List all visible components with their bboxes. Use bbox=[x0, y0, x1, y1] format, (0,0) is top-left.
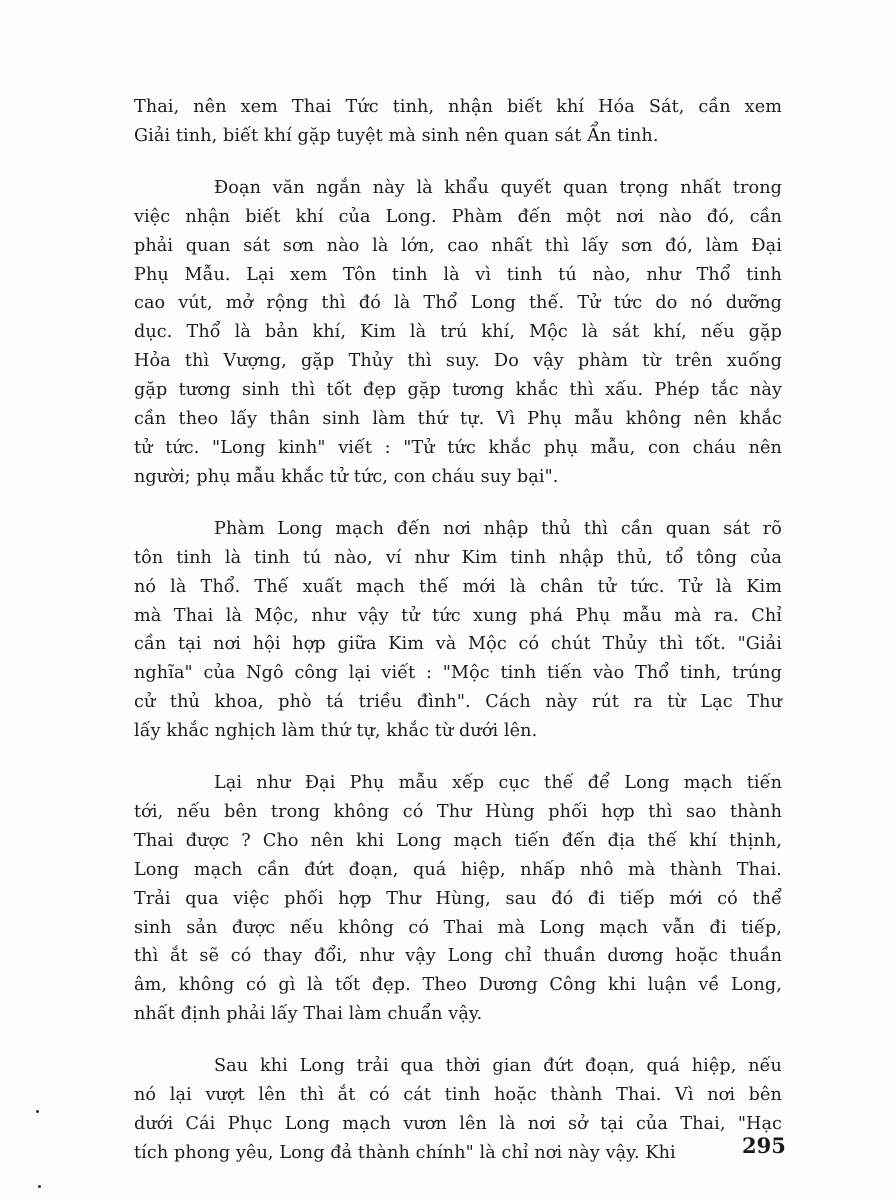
paragraph bbox=[134, 1052, 782, 1168]
text-line: lấy khắc nghịch làm thứ tự, khắc từ dưới lên. bbox=[134, 721, 538, 742]
text-line: sinh sản được nếu không có Thai mà Long mạch vẫn đi tiếp, bbox=[134, 917, 782, 938]
text-line: Thai được ? Cho nên khi Long mạch tiến đến địa thế khí thịnh, bbox=[134, 830, 782, 851]
text-line: thì ắt sẽ có thay đổi, như vậy Long chỉ thuần dương hoặc thuần bbox=[134, 946, 782, 967]
text-line: Phụ Mẫu. Lại xem Tôn tinh là vì tinh tú nào, như Thổ tinh bbox=[134, 264, 782, 285]
text-line: Lại như Đại Phụ mẫu xếp cục thế để Long mạch tiến bbox=[214, 773, 782, 794]
text-line: nó lại vượt lên thì ắt có cát tinh hoặc thành Thai. Vì nơi bên bbox=[134, 1085, 782, 1106]
text-line: dưới Cái Phục Long mạch vươn lên là nơi sở tại của Thai, "Hạc bbox=[134, 1114, 782, 1134]
text-line: cao vút, mở rộng thì đó là Thổ Long thế. Tử tức do nó dưỡng bbox=[134, 293, 782, 314]
paragraph bbox=[134, 769, 782, 1029]
text-line: âm, không có gì là tốt đẹp. Theo Dương Công khi luận về Long, bbox=[134, 975, 782, 996]
text-line: Đoạn văn ngắn này là khẩu quyết quan trọng nhất trong bbox=[214, 177, 782, 198]
text-line: cử thủ khoa, phò tá triều đình". Cách này rút ra từ Lạc Thư bbox=[134, 692, 782, 713]
scan-speck bbox=[36, 1110, 39, 1113]
text-line: tôn tinh là tinh tú nào, ví như Kim tinh nhập thủ, tổ tông của bbox=[134, 547, 782, 568]
text-line: Phàm Long mạch đến nơi nhập thủ thì cần quan sát rõ bbox=[214, 518, 782, 539]
text-line: dục. Thổ là bản khí, Kim là trú khí, Mộc là sát khí, nếu gặp bbox=[134, 322, 782, 343]
text-line: cần theo lấy thân sinh làm thứ tự. Vì Phụ mẫu không nên khắc bbox=[134, 409, 782, 430]
text-line: Hỏa thì Vượng, gặp Thủy thì suy. Do vậy phàm từ trên xuống bbox=[134, 351, 782, 372]
text-line: người; phụ mẫu khắc tử tức, con cháu suy bại". bbox=[134, 466, 559, 487]
text-line: nhất định phải lấy Thai làm chuẩn vậy. bbox=[134, 1004, 483, 1025]
text-line: gặp tương sinh thì tốt đẹp gặp tương khắc thì xấu. Phép tắc này bbox=[134, 380, 782, 401]
text-line: Long mạch cần đứt đoạn, quá hiệp, nhấp nhô mà thành Thai. bbox=[134, 859, 782, 880]
scan-speck bbox=[38, 1185, 41, 1188]
page-number: 295 bbox=[742, 1133, 786, 1158]
text-line: Trải qua việc phối hợp Thư Hùng, sau đó đi tiếp mới có thể bbox=[134, 888, 782, 909]
text-line: nó là Thổ. Thế xuất mạch thế mới là chân tử tức. Tử là Kim bbox=[134, 576, 782, 597]
text-line: mà Thai là Mộc, như vậy tử tức xung phá Phụ mẫu mà ra. Chỉ bbox=[134, 605, 782, 626]
text-line: tích phong yêu, Long đả thành chính" là chỉ nơi này vậy. Khi bbox=[134, 1142, 676, 1163]
text-line: tới, nếu bên trong không có Thư Hùng phối hợp thì sao thành bbox=[134, 801, 782, 822]
text-line: cần tại nơi hội hợp giữa Kim và Mộc có chút Thủy thì tốt. "Giải bbox=[134, 634, 782, 655]
text-line: nghĩa" của Ngô công lại viết : "Mộc tinh tiến vào Thổ tinh, trúng bbox=[134, 663, 782, 684]
text-line: phải quan sát sơn nào là lớn, cao nhất thì lấy sơn đó, làm Đại bbox=[134, 235, 782, 256]
paragraph bbox=[134, 515, 782, 746]
text-line: Sau khi Long trải qua thời gian đứt đoạn, quá hiệp, nếu bbox=[214, 1056, 782, 1077]
paragraph bbox=[134, 93, 782, 151]
text-line: việc nhận biết khí của Long. Phàm đến một nơi nào đó, cần bbox=[134, 206, 782, 227]
paragraph bbox=[134, 174, 782, 492]
page-body bbox=[134, 93, 782, 1191]
text-line: Thai, nên xem Thai Tức tinh, nhận biết khí Hóa Sát, cần xem bbox=[134, 97, 782, 117]
text-line: Giải tinh, biết khí gặp tuyệt mà sinh nên quan sát Ẩn tinh. bbox=[134, 125, 659, 146]
text-line: tử tức. "Long kinh" viết : "Tử tức khắc phụ mẫu, con cháu nên bbox=[134, 437, 782, 458]
